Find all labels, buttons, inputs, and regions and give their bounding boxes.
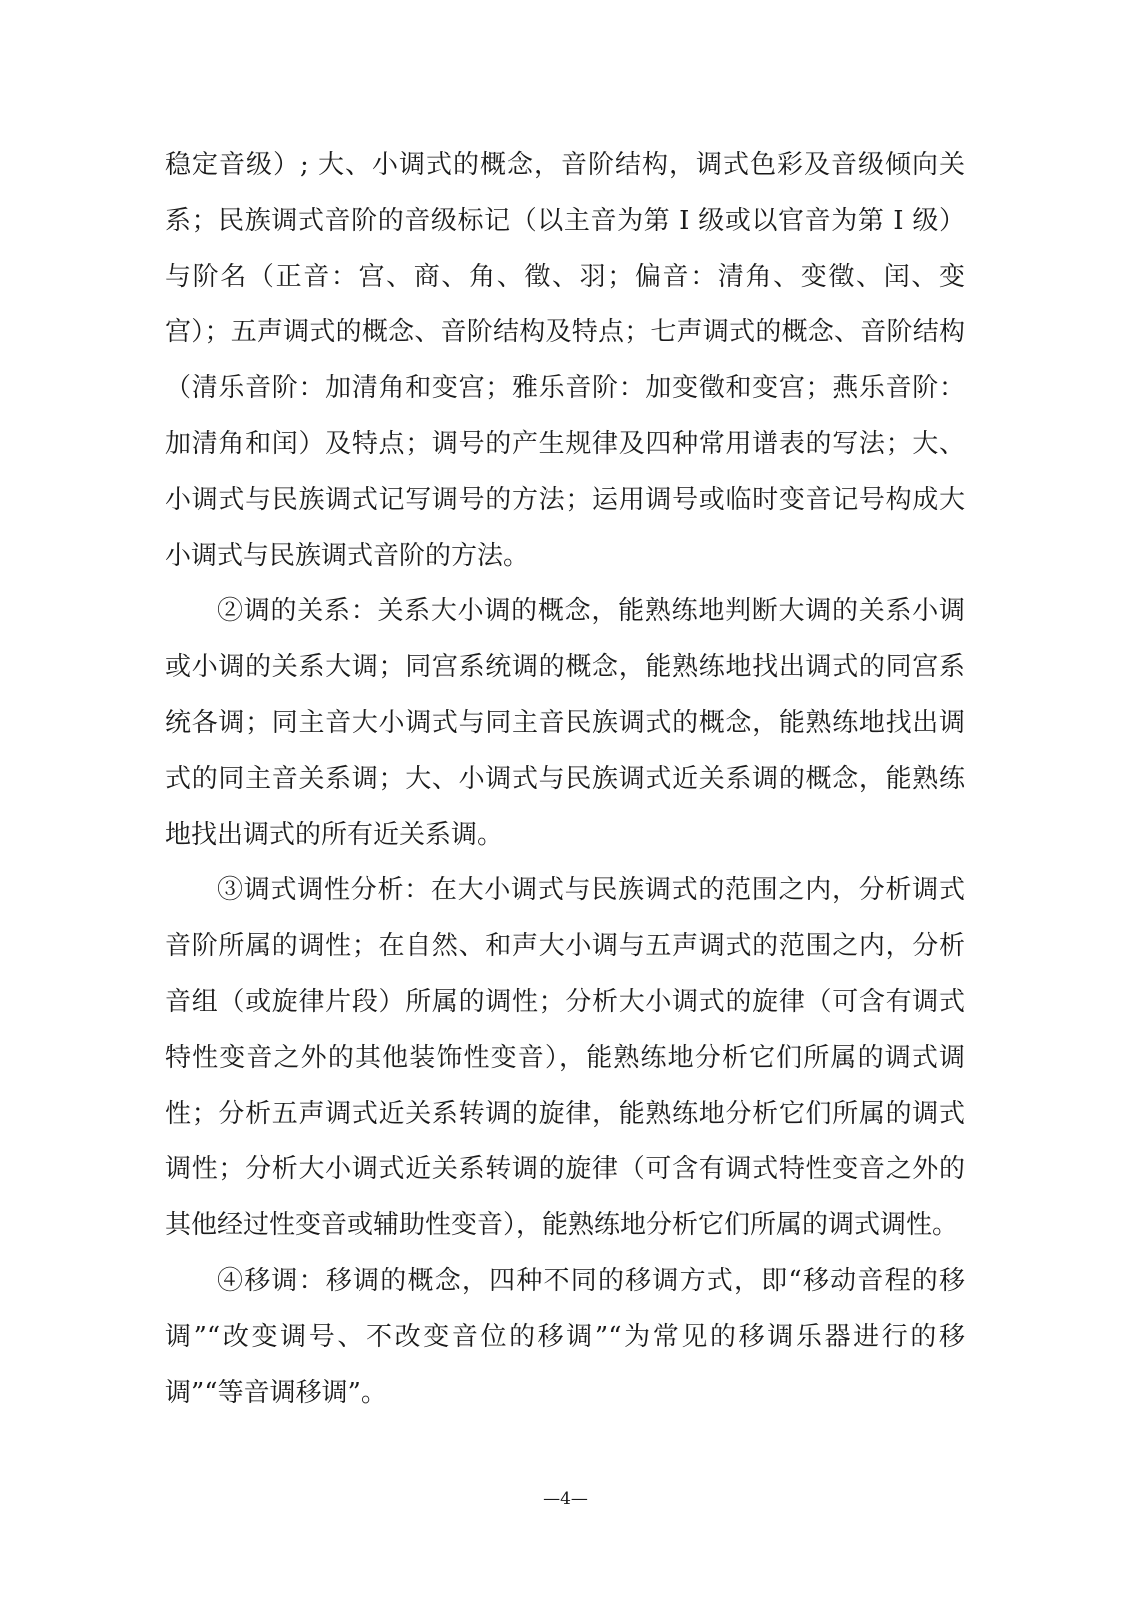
paragraph-key-relations: ②调的关系：关系大小调的概念，能熟练地判断大调的关系小调或小调的关系大调；同宫系统调的概念，能熟练地找出调式的同宫系统各调；同主音大小调式与同主音民族调式的概念，能熟练地找出调式的同主音关系调；大、小调式与民族调式近关系调的概念，能熟练地找出调式的所有近关系调。 [165,596,965,850]
page-number: —4— [543,1489,588,1509]
paragraph-transposition: ④移调：移调的概念，四种不同的移调方式，即“移动音程的移调”“改变调号、不改变音位的移调”“为常见的移调乐器进行的移调”“等音调移调”。 [165,1265,965,1408]
paragraph-mode-tonality-analysis: ③调式调性分析：在大小调式与民族调式的范围之内，分析调式音阶所属的调性；在自然、和声大小调与五声调式的范围之内，分析音组（或旋律片段）所属的调性；分析大小调式的旋律（可含有调式特性变音之外的其他装饰性变音），能熟练地分析它们所属的调式调性；分析五声调式近关系转调的旋律，能熟练地分析它们所属的调式调性；分析大小调式近关系转调的旋律（可含有调式特性变音之外的其他经过性变音或辅助性变音），能熟练地分析它们所属的调式调性。 [165,875,965,1241]
paragraph-continued: 稳定音级）; 大、小调式的概念，音阶结构，调式色彩及音级倾向关系；民族调式音阶的音级标记（以主音为第 I 级或以官音为第 I 级）与阶名（正音：宫、商、角、徵、羽；偏音：清角、变徵、闰、变宫）；五声调式的概念、音阶结构及特点；七声调式的概念、音阶结构（清乐音阶：加清角和变宫；雅乐音阶：加变徵和变宫；燕乐音阶：加清角和闰）及特点；调号的产生规律及四种常用谱表的写法；大、小调式与民族调式记写调号的方法；运用调号或临时变音记号构成大小调式与民族调式音阶的方法。 [165,150,965,571]
document-body [165,138,965,1421]
